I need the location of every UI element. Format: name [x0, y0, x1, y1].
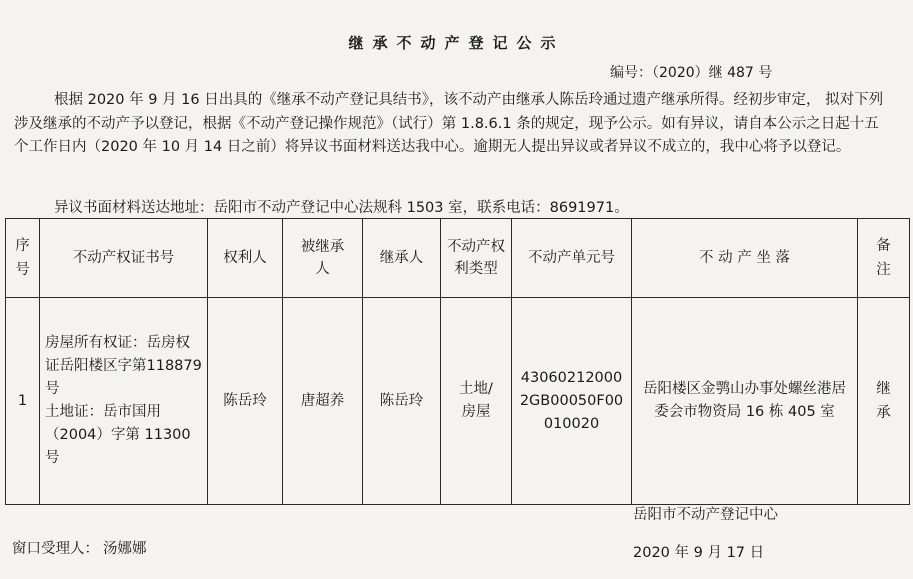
cell-right-type: 土地/房屋	[441, 298, 512, 505]
objection-address: 异议书面材料送达地址：岳阳市不动产登记中心法规科 1503 室，联系电话：8691971。	[54, 200, 629, 216]
header-decedent: 被继承人	[283, 219, 363, 298]
table-header-row	[6, 219, 910, 298]
cell-remark: 继承	[858, 298, 910, 505]
header-holder: 权利人	[208, 219, 283, 298]
header-remark: 备注	[858, 219, 910, 298]
document-title: 继承不动产登记公示	[348, 34, 565, 52]
header-unit-no: 不动产单元号	[512, 219, 632, 298]
window-receiver	[12, 537, 147, 558]
cell-unit-no: 430602120002GB00050F00010020	[512, 298, 632, 505]
issuer-name: 岳阳市不动产登记中心	[633, 507, 778, 523]
notice-paragraph: 根据 2020 年 9 月 16 日出具的《继承不动产登记具结书》，该不动产由继承人陈岳玲通过遗产继承所得。经初步审定， 拟对下列涉及继承的不动产予以登记，根据《不动产登记操作规范》（试行）第 1.8.6.1 条的规定，现予公示。如有异议，请自本公示之日起十五个工作日内（2020 年 10 月 14 日之前）将异议书面材料送达我中心。逾期无人提出异议或者异议不成立的，我中心将予以登记。	[14, 92, 884, 155]
header-cert: 不动产权证书号	[40, 219, 208, 298]
cell-seq: 1	[6, 298, 40, 505]
table-row	[6, 298, 910, 505]
header-heir: 继承人	[363, 219, 441, 298]
property-table	[5, 218, 910, 505]
cell-holder: 陈岳玲	[208, 298, 283, 505]
header-right-type: 不动产权利类型	[441, 219, 512, 298]
cell-cert: 房屋所有权证：岳房权证岳阳楼区字第118879 号 土地证：岳市国用（2004）字第 11300 号	[40, 298, 208, 505]
receiver-name: 汤娜娜	[103, 541, 147, 557]
receiver-label: 窗口受理人：	[12, 541, 99, 557]
cell-decedent: 唐超养	[283, 298, 363, 505]
issue-date: 2020 年 9 月 17 日	[633, 545, 765, 561]
cell-location: 岳阳楼区金鹗山办事处螺丝港居委会市物资局 16 栋 405 室	[632, 298, 858, 505]
cell-heir: 陈岳玲	[363, 298, 441, 505]
header-seq: 序号	[6, 219, 40, 298]
header-location: 不 动 产 坐 落	[632, 219, 858, 298]
document-number: 编号：（2020）继 487 号	[610, 65, 773, 81]
